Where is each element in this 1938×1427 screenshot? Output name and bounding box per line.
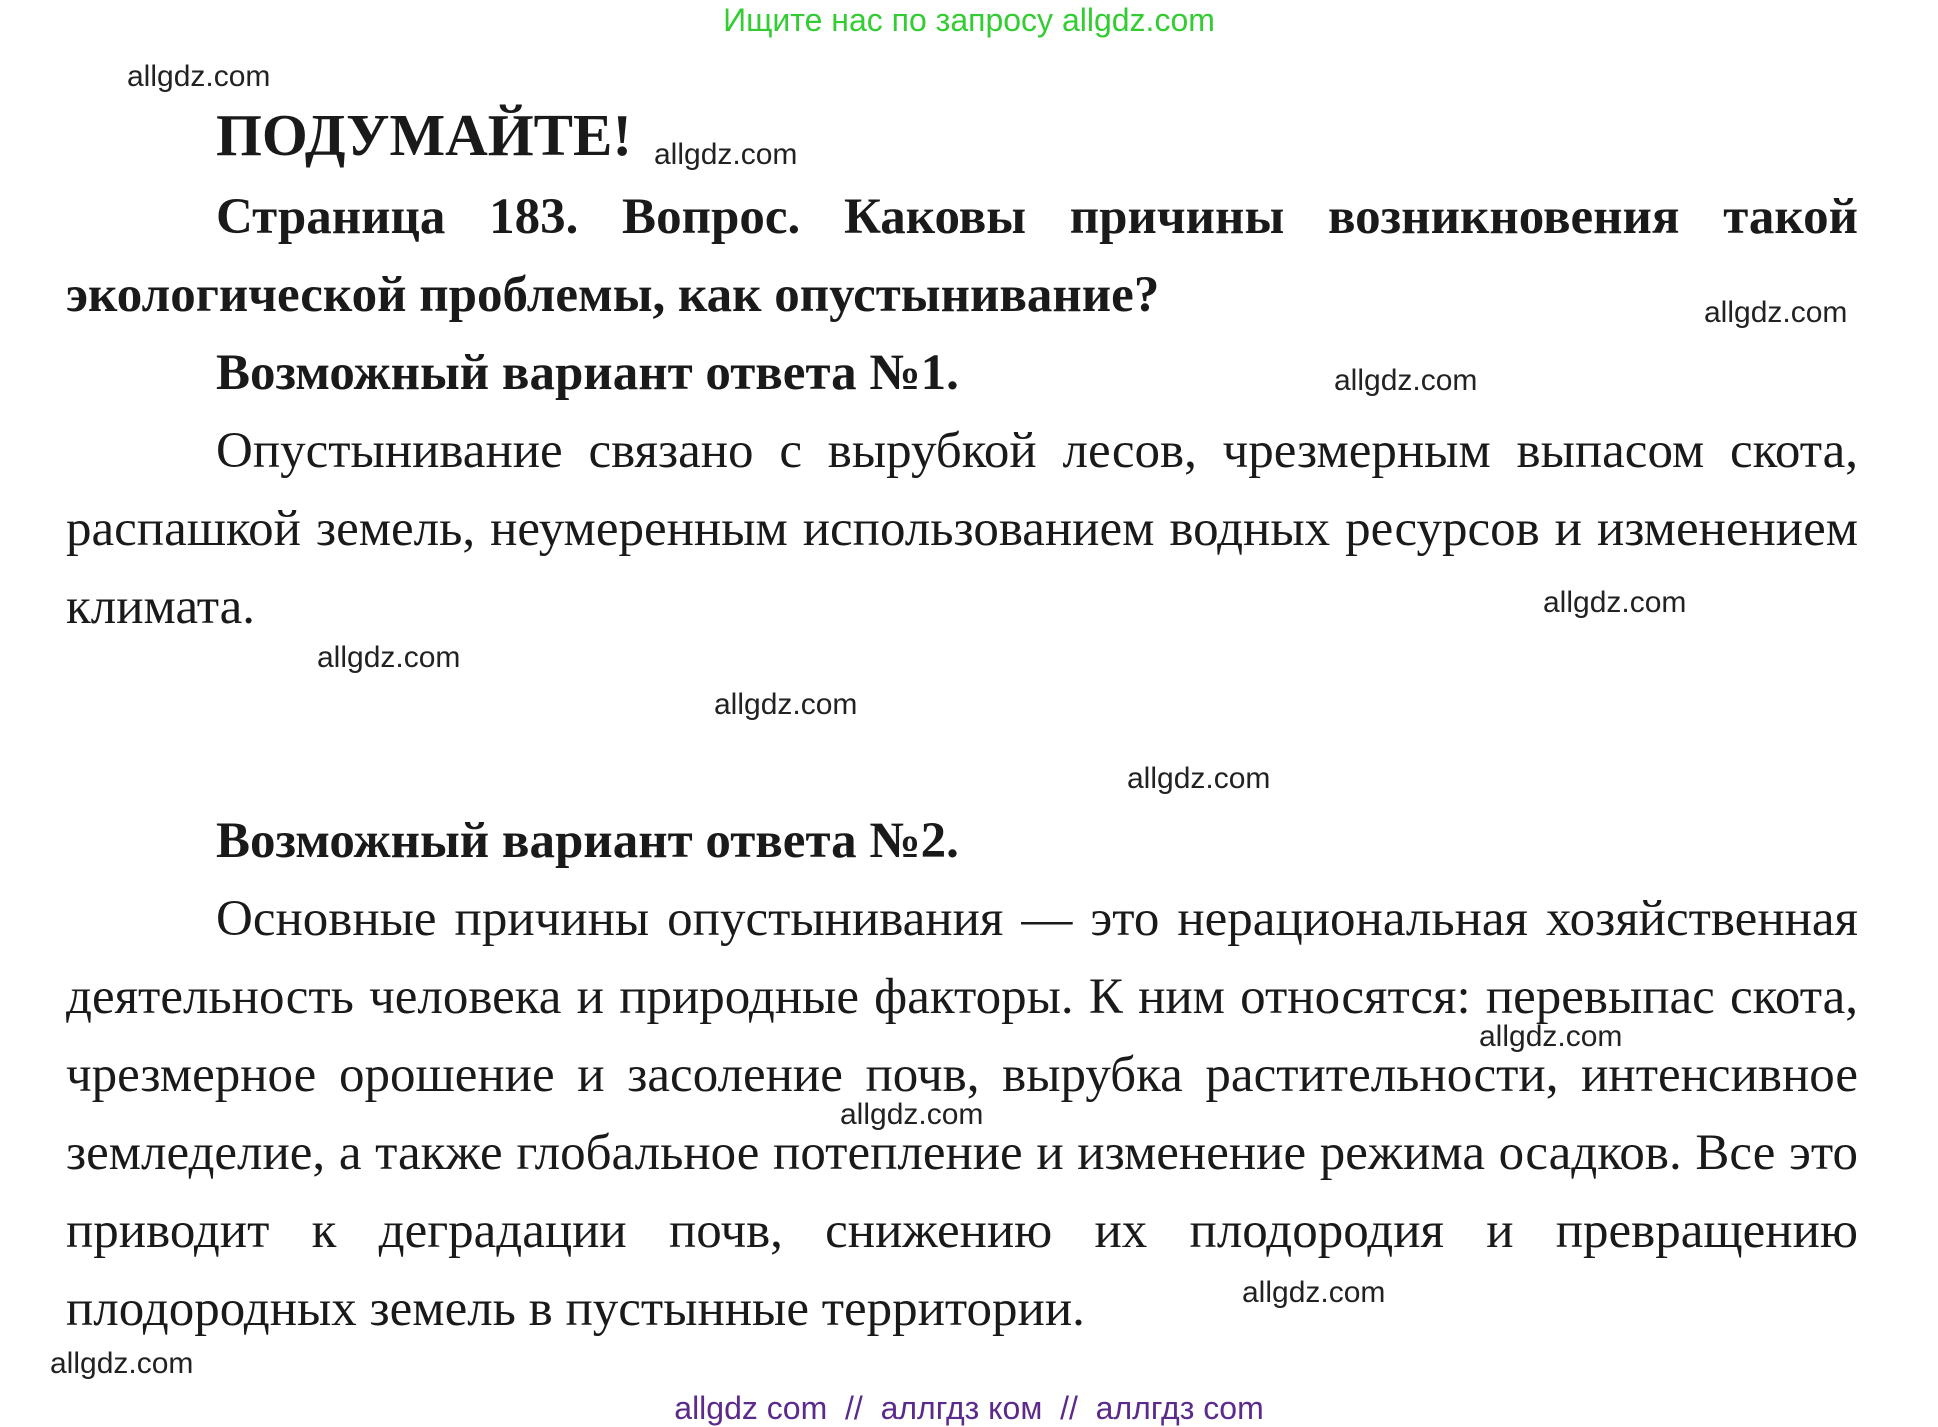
watermark: allgdz.com <box>1543 586 1687 619</box>
watermark: allgdz.com <box>1127 762 1271 795</box>
page-heading: ПОДУМАЙТЕ! <box>216 102 632 168</box>
variant-1-text: Опустынивание связано с вырубкой лесов, чрезмерным выпасом скота, распашкой земель, неумеренным использованием водных ресурсов и изменением климата. <box>66 423 1858 635</box>
watermark: allgdz.com <box>1479 1020 1623 1053</box>
watermark: allgdz.com <box>1334 364 1478 397</box>
watermark: allgdz.com <box>127 60 271 93</box>
watermark: allgdz.com <box>1242 1276 1386 1309</box>
footer-links: allgdz com // аллгдз ком // аллгдз com <box>674 1390 1264 1426</box>
watermark: allgdz.com <box>840 1098 984 1131</box>
watermark: allgdz.com <box>714 688 858 721</box>
watermark: allgdz.com <box>654 138 798 171</box>
watermark: allgdz.com <box>50 1347 194 1380</box>
main-content <box>66 100 1858 1348</box>
variant-1-title: Возможный вариант ответа №1. <box>216 345 959 401</box>
variant-2-text: Основные причины опустынивания — это нерациональная хозяйственная деятельность человека и природные факторы. К ним относятся: перевыпас скота, чрезмерное орошение и засоление почв, вырубка растительности, интенсивное земледелие, а также глобальное потепление и изменение режима осадков. Все это приводит к деградации почв, снижению их плодородия и превращению плодородных земель в пустынные территории. <box>66 891 1858 1337</box>
search-banner: Ищите нас по запросу allgdz.com <box>723 2 1215 38</box>
variant-2-title: Возможный вариант ответа №2. <box>216 813 959 869</box>
watermark: allgdz.com <box>1704 296 1848 329</box>
watermark: allgdz.com <box>317 641 461 674</box>
question-text: Страница 183. Вопрос. Каковы причины возникновения такой экологической проблемы, как опустынивание? <box>66 189 1858 323</box>
